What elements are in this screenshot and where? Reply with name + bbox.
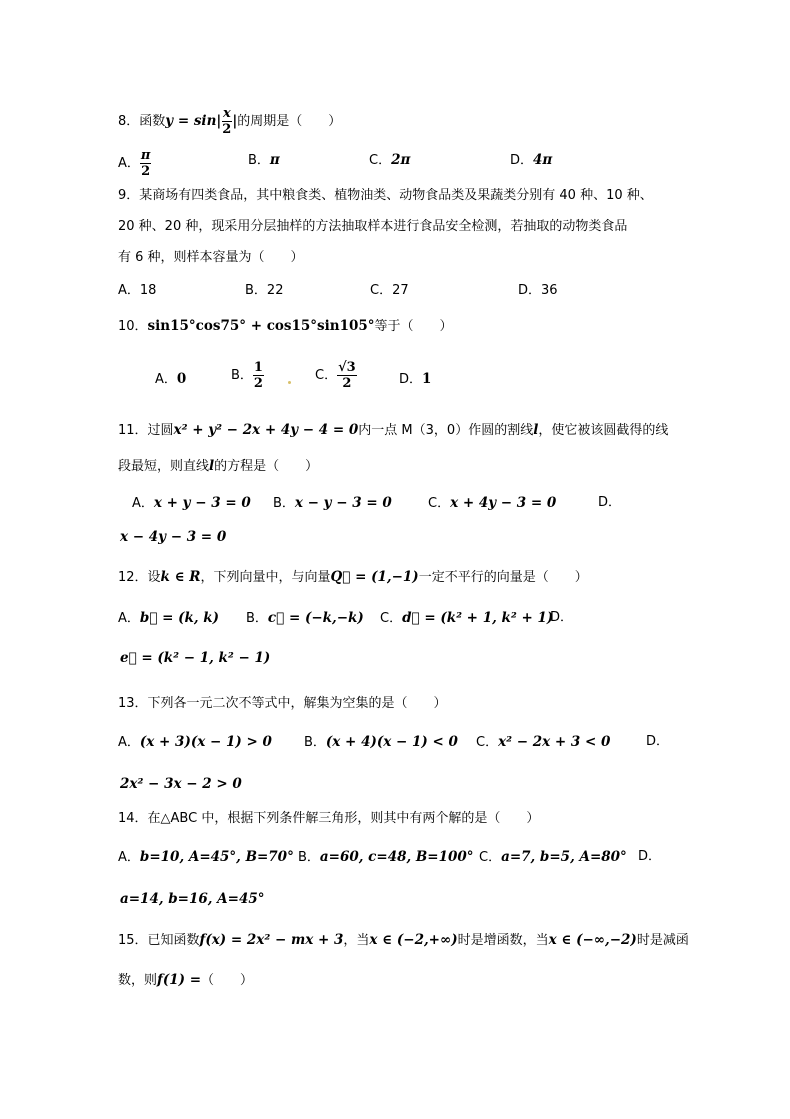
q11-stem: [118, 420, 668, 441]
q10-option-a-label: A．: [155, 372, 177, 387]
q9-line-1: 9．某商场有四类食品，其中粮食类、植物油类、动物食品类及果蔬类分别有 40 种、10 种、: [118, 188, 653, 203]
q13-option-c-label: C．: [476, 735, 499, 750]
q15-suffix: 时是减函: [636, 933, 689, 948]
q9-option-d[interactable]: D．36: [518, 283, 558, 298]
q13-option-d-label[interactable]: D．: [646, 734, 670, 749]
q12-option-b-value: c⃗ = (−k,−k): [267, 610, 364, 626]
q14-option-c-label: C．: [479, 850, 502, 865]
q12-option-b[interactable]: [246, 608, 364, 629]
q10-option-c-den: 2: [342, 376, 352, 391]
q13-option-b[interactable]: [304, 732, 458, 753]
q8-option-c[interactable]: [369, 150, 410, 171]
q12-option-b-label: B．: [246, 611, 268, 626]
q8-option-c-value: 2π: [391, 152, 411, 168]
q11-option-b-label: B．: [273, 496, 295, 511]
q8-option-d-label: D．: [510, 153, 534, 168]
q10-option-b-fraction: [253, 360, 264, 391]
q11-option-a-value: x + y − 3 = 0: [153, 495, 251, 511]
q12-option-c[interactable]: [380, 608, 553, 629]
q10-option-d[interactable]: [399, 369, 431, 390]
q13-option-c[interactable]: [476, 732, 610, 753]
q8-option-b-label: B．: [248, 153, 270, 168]
q11-line-l: l: [533, 422, 539, 438]
q11-option-d-value: x − 4y − 3 = 0: [120, 529, 227, 545]
q8-prefix: 8．函数: [118, 114, 166, 129]
q12-option-a-value: b⃗ = (k, k): [139, 610, 220, 626]
q15-condition-1: x ∈ (−2,+∞): [369, 932, 458, 948]
q11-stem-2: [118, 456, 318, 477]
q13-option-b-label: B．: [304, 735, 326, 750]
q8-fraction: [221, 106, 232, 137]
q12-mid: ，下列向量中，与向量: [200, 570, 331, 585]
q8-option-a-den: 2: [141, 164, 151, 179]
q10-option-b-label: B．: [231, 368, 253, 383]
q12-option-d-label[interactable]: D．: [550, 610, 574, 625]
q9-line-3: 有 6 种，则样本容量为（ ）: [118, 250, 304, 265]
q10-stem: [118, 316, 453, 337]
q8-stem: [118, 106, 341, 137]
q14-option-a-label: A．: [118, 850, 140, 865]
q14-option-d-label[interactable]: D．: [638, 849, 662, 864]
q9-option-a[interactable]: A．18: [118, 283, 157, 298]
q15-stem-2: [118, 970, 253, 991]
q12-vector-q: Q⃗ = (1,−1): [330, 569, 419, 585]
q13-option-a[interactable]: [118, 732, 272, 753]
q8-frac-den: 2: [222, 122, 232, 137]
q10-option-c[interactable]: [315, 360, 357, 391]
q13-option-a-label: A．: [118, 735, 140, 750]
q12-option-a[interactable]: [118, 608, 219, 629]
q11-option-d-label[interactable]: D．: [598, 495, 622, 510]
q8-option-d-value: 4π: [533, 152, 553, 168]
q8-frac-num: x: [222, 106, 231, 121]
q14-option-c-value: a=7, b=5, A=80°: [501, 849, 627, 865]
q12-suffix: 一定不平行的向量是（ ）: [418, 570, 588, 585]
q10-option-b-den: 2: [253, 376, 263, 391]
q15-prefix: 15．已知函数: [118, 933, 200, 948]
q10-option-c-fraction: [337, 360, 357, 391]
q9-option-b[interactable]: B．22: [245, 283, 284, 298]
q8-suffix: 的周期是（ ）: [237, 114, 342, 129]
q8-option-b[interactable]: [248, 150, 280, 171]
q14-option-a[interactable]: [118, 847, 294, 868]
q10-prefix: 10．: [118, 319, 148, 334]
q13-stem: 13．下列各一元二次不等式中，解集为空集的是（ ）: [118, 696, 447, 711]
q11-option-c-value: x + 4y − 3 = 0: [450, 495, 557, 511]
q14-option-c[interactable]: [479, 847, 627, 868]
q10-option-b[interactable]: [231, 360, 264, 391]
q8-option-a-label: A．: [118, 156, 140, 171]
q15-mid-2: 时是增函数，当: [457, 933, 549, 948]
q13-option-a-value: (x + 3)(x − 1) > 0: [139, 734, 272, 750]
q12-option-a-label: A．: [118, 611, 140, 626]
q11-option-b[interactable]: [273, 493, 392, 514]
q12-stem: [118, 567, 588, 588]
q15-formula: f(x) = 2x² − mx + 3: [199, 932, 344, 948]
q11-option-a[interactable]: [132, 493, 251, 514]
q15-f1: f(1) =: [157, 972, 202, 988]
q11-formula: x² + y² − 2x + 4y − 4 = 0: [173, 422, 359, 438]
q12-option-c-value: d⃗ = (k² + 1, k² + 1): [402, 610, 554, 626]
q11-option-a-label: A．: [132, 496, 154, 511]
q11-suffix: ，使它被该圆截得的线: [538, 423, 669, 438]
q13-option-b-value: (x + 4)(x − 1) < 0: [325, 734, 458, 750]
q12-option-d-value: e⃗ = (k² − 1, k² − 1): [120, 650, 271, 666]
q10-option-c-num: √3: [338, 360, 356, 375]
q12-prefix: 12．设: [118, 570, 161, 585]
q14-option-d-value: a=14, b=16, A=45°: [120, 891, 265, 907]
q15-line2-prefix: 数，则: [118, 973, 158, 988]
q14-option-b[interactable]: [298, 847, 474, 868]
q10-suffix: 等于（ ）: [374, 319, 453, 334]
q14-stem: 14．在△ABC 中，根据下列条件解三角形，则其中有两个解的是（ ）: [118, 811, 540, 826]
q14-option-b-label: B．: [298, 850, 320, 865]
q8-option-d[interactable]: [510, 150, 552, 171]
q8-option-a-num: π: [140, 148, 151, 163]
q11-mid: 内一点 M（3，0）作圆的割线: [358, 423, 534, 438]
q11-line2-suffix: 的方程是（ ）: [214, 459, 319, 474]
q15-condition-2: x ∈ (−∞,−2): [548, 932, 637, 948]
q11-option-c[interactable]: [428, 493, 556, 514]
q14-option-a-value: b=10, A=45°, B=70°: [139, 849, 294, 865]
q9-option-c[interactable]: C．27: [370, 283, 409, 298]
q10-option-d-value: 1: [422, 371, 432, 387]
q10-formula: sin15°cos75° + cos15°sin105°: [147, 318, 375, 334]
q13-option-d-value: 2x² − 3x − 2 > 0: [120, 776, 242, 792]
q8-option-a[interactable]: [118, 148, 151, 179]
q10-option-d-label: D．: [399, 372, 423, 387]
q8-formula-lhs: y = sin|: [165, 113, 222, 129]
q10-option-a[interactable]: [155, 369, 186, 390]
q9-line-2: 20 种、20 种，现采用分层抽样的方法抽取样本进行食品安全检测，若抽取的动物类食品: [118, 219, 628, 234]
q11-line2-l: l: [209, 458, 215, 474]
q12-condition: k ∈ R: [160, 569, 201, 585]
q10-option-b-num: 1: [253, 360, 263, 375]
q11-option-c-label: C．: [428, 496, 451, 511]
q8-option-b-value: π: [269, 152, 280, 168]
stray-dot: [288, 381, 291, 384]
q8-option-c-label: C．: [369, 153, 392, 168]
q10-option-c-label: C．: [315, 368, 338, 383]
q15-stem: [118, 930, 689, 951]
q8-option-a-fraction: [140, 148, 152, 179]
q13-option-c-value: x² − 2x + 3 < 0: [498, 734, 611, 750]
q8-formula-rhs: |: [232, 113, 238, 129]
q11-option-b-value: x − y − 3 = 0: [294, 495, 392, 511]
q15-line2-suffix: （ ）: [201, 973, 254, 988]
q11-line2-prefix: 段最短，则直线: [118, 459, 210, 474]
q10-option-a-value: 0: [176, 371, 187, 387]
q15-mid-1: ，当: [343, 933, 370, 948]
q12-option-c-label: C．: [380, 611, 403, 626]
q14-option-b-value: a=60, c=48, B=100°: [319, 849, 474, 865]
q11-prefix: 11．过圆: [118, 423, 174, 438]
